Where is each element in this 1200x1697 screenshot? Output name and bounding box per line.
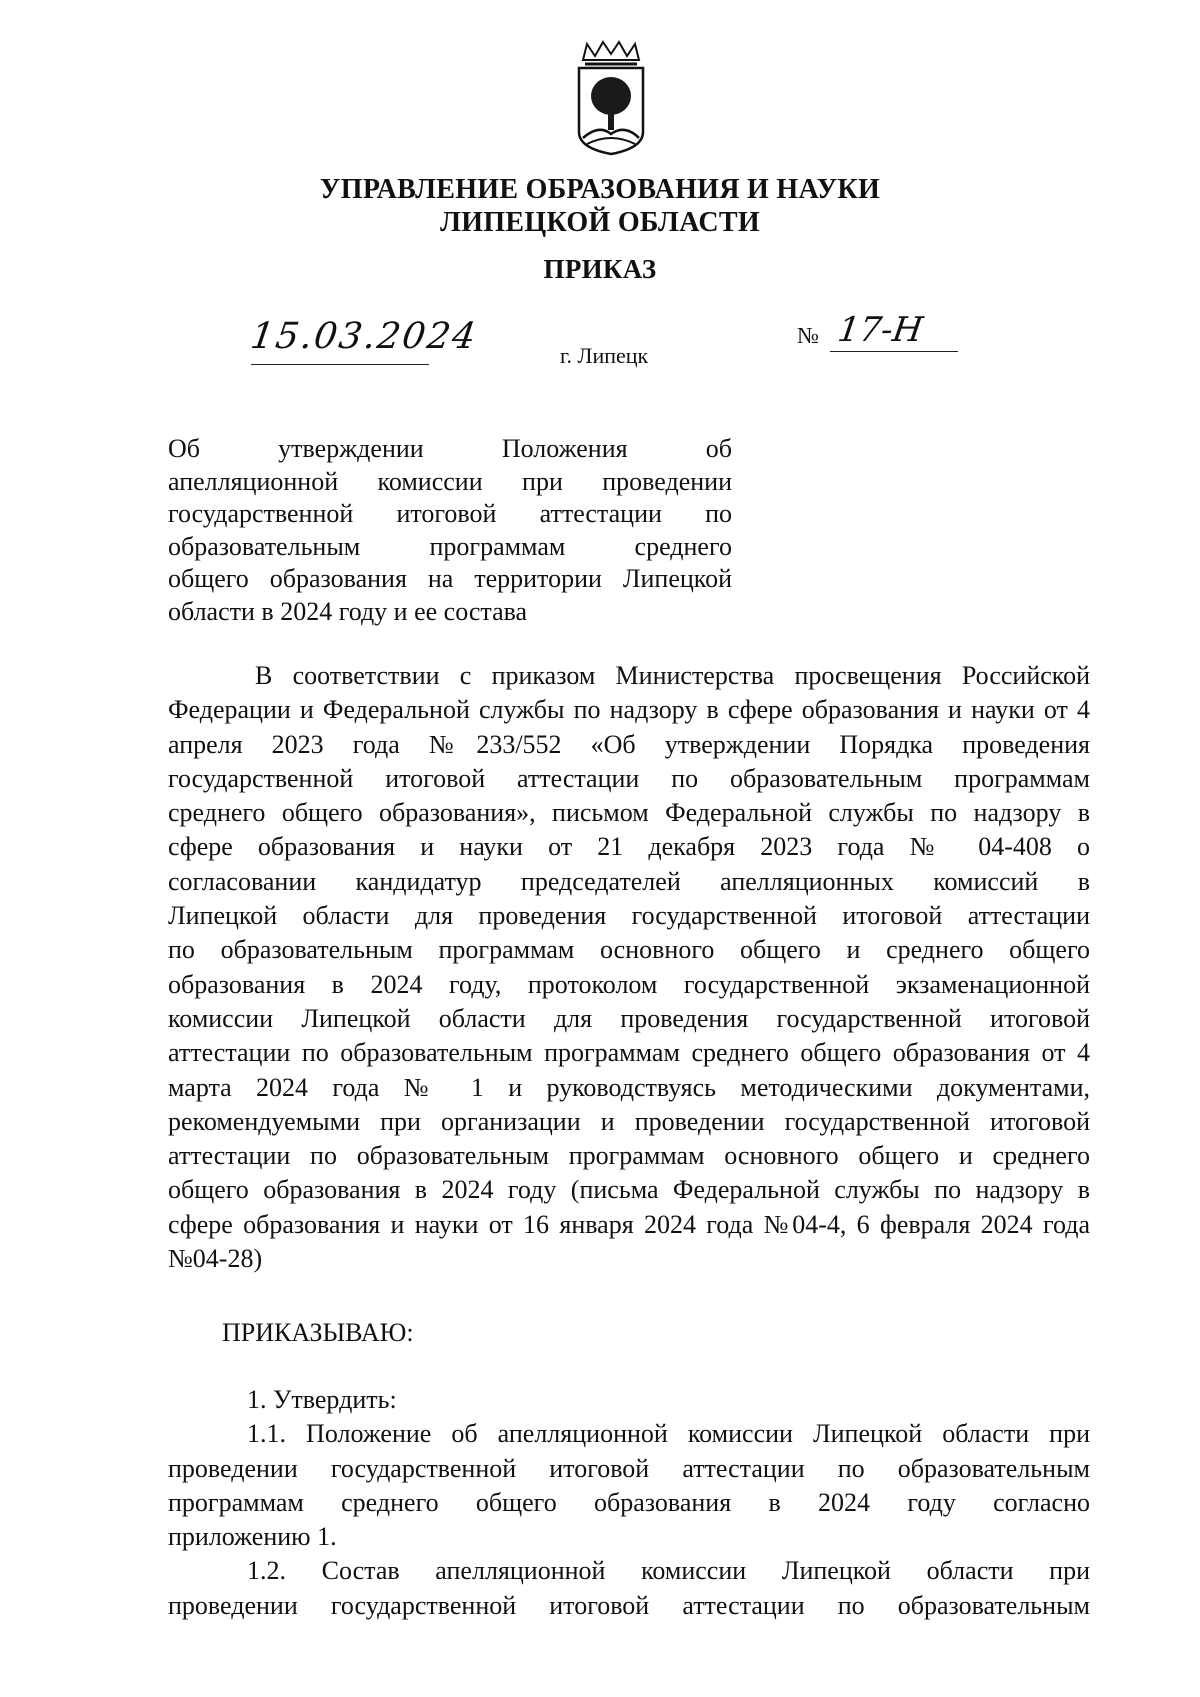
preamble-line: образования в 2024 году, протоколом государственной экзаменационной (168, 969, 1090, 999)
handwritten-date: 15.03.2024 (248, 316, 481, 357)
preamble-line: В соответствии с приказом Министерства просвещения Российской (255, 661, 1090, 690)
order-directive: ПРИКАЗЫВАЮ: (222, 1318, 414, 1347)
preamble-line: государственной итоговой аттестации по образовательным программам (168, 763, 1090, 793)
preamble-line: аттестации по образовательным программам среднего общего образования от 4 (168, 1038, 1090, 1068)
subject-line: Об утверждении Положения об (168, 434, 732, 463)
preamble-paragraph (168, 659, 1090, 1276)
preamble-line: комиссии Липецкой области для проведения государственной итоговой (168, 1003, 1090, 1033)
preamble-line: согласовании кандидатур председателей апелляционных комиссий в (168, 866, 1090, 896)
handwritten-document-number: 17-Н (835, 310, 926, 350)
coat-of-arms-icon (573, 40, 649, 156)
preamble-line: сфере образования и науки от 16 января 2024 года №04-4, 6 февраля 2024 года (168, 1209, 1090, 1239)
preamble-line: общего образования в 2024 году (письма Федеральной службы по надзору в (168, 1175, 1090, 1205)
document-date (248, 316, 481, 357)
order-item-line: проведении государственной итоговой аттестации по образовательным (168, 1453, 1090, 1483)
preamble-line: по образовательным программам основного общего и среднего общего (168, 935, 1090, 965)
city-name: г. Липецк (560, 343, 649, 368)
order-item-line: программам среднего общего образования в 2024 году согласно (168, 1487, 1090, 1517)
organization-name-line1: УПРАВЛЕНИЕ ОБРАЗОВАНИЯ И НАУКИ (319, 174, 881, 205)
date-underline (251, 364, 429, 365)
subject-line: государственной итоговой аттестации по (168, 499, 732, 528)
subject-line: апелляционной комиссии при проведении (168, 466, 732, 496)
order-item-line: приложению 1. (168, 1522, 337, 1552)
preamble-line: рекомендуемыми при организации и проведении государственной итоговой (168, 1106, 1090, 1136)
organization-name-line2: ЛИПЕЦКОЙ ОБЛАСТИ (440, 207, 760, 238)
number-underline (830, 351, 958, 352)
preamble-line: апреля 2023 года №233/552 «Об утверждении Порядка проведения (168, 729, 1090, 759)
preamble-line: Федерации и Федеральной службы по надзору в сфере образования и науки от 4 (168, 695, 1090, 725)
order-item-line: 1. Утвердить: (247, 1385, 397, 1414)
preamble-line: среднего общего образования», письмом Федеральной службы по надзору в (168, 798, 1090, 828)
preamble-line: сфере образования и науки от 21 декабря 2023 года № 04-408 о (168, 832, 1090, 862)
preamble-line: Липецкой области для проведения государственной итоговой аттестации (168, 901, 1090, 931)
subject-line: области в 2024 году и ее состава (168, 596, 528, 626)
document-subject (168, 433, 732, 628)
preamble-line: марта 2024 года № 1 и руководствуясь методическими документами, (168, 1072, 1090, 1102)
order-item-line: проведении государственной итоговой аттестации по образовательным (168, 1590, 1090, 1620)
subject-line: образовательным программам среднего (168, 531, 732, 561)
order-items (168, 1383, 1090, 1623)
order-item-line: 1.1. Положение об апелляционной комиссии Липецкой области при (247, 1419, 1090, 1449)
preamble-line: №04-28) (168, 1244, 263, 1274)
preamble-line: аттестации по образовательным программам основного общего и среднего (168, 1141, 1090, 1171)
number-label: № (797, 323, 819, 348)
order-item-line: 1.2. Состав апелляционной комиссии Липецкой области при (247, 1556, 1090, 1586)
subject-line: общего образования на территории Липецкой (168, 564, 732, 593)
document-type-title: ПРИКАЗ (543, 254, 657, 284)
